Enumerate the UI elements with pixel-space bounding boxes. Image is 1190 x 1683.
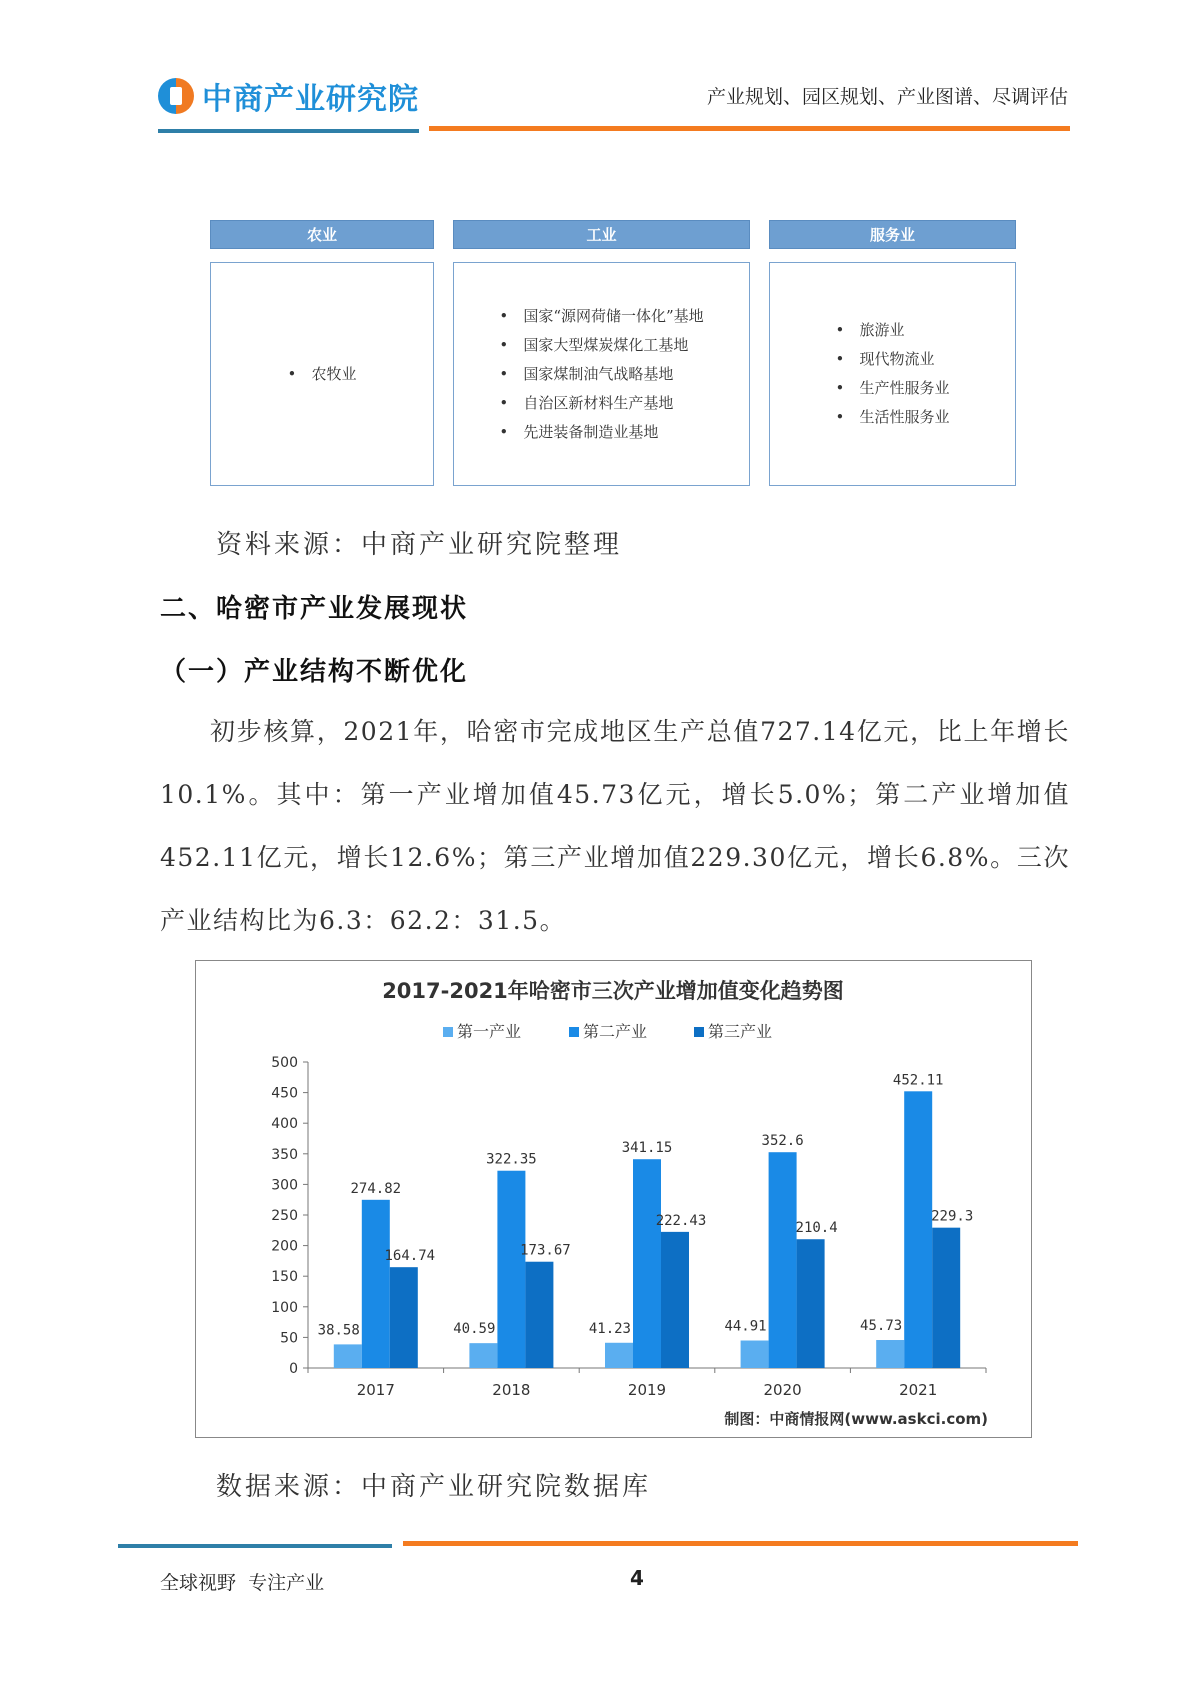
x-tick-label: 2017 xyxy=(356,1381,395,1399)
header-divider-blue xyxy=(158,129,419,133)
bar-3-2018 xyxy=(525,1262,553,1368)
legend-label: 第三产业 xyxy=(708,1022,773,1041)
bar-1-2021 xyxy=(876,1340,904,1368)
bar-3-2017 xyxy=(390,1267,418,1368)
legend-swatch xyxy=(443,1027,453,1037)
chart-credit: 制图：中商情报网(www.askci.com) xyxy=(724,1410,988,1428)
legend-label: 第二产业 xyxy=(583,1022,648,1041)
bar-1-2018 xyxy=(469,1343,497,1368)
logo xyxy=(158,76,419,116)
body-paragraph: 初步核算，2021年，哈密市完成地区生产总值727.14亿元，比上年增长10.1%。其中：第一产业增加值45.73亿元，增长5.0%；第二产业增加值452.11亿元，增长12.6%；第三产业增加值229.30亿元，增长6.8%。三次产业结构比为6.3：62.2：31.5。 xyxy=(160,717,1070,935)
chart-title: 2017-2021年哈密市三次产业增加值变化趋势图 xyxy=(382,979,844,1003)
legend-label: 第一产业 xyxy=(457,1022,522,1041)
data-label: 274.82 xyxy=(350,1180,402,1197)
list-industry xyxy=(499,302,703,447)
data-label: 229.3 xyxy=(931,1208,974,1225)
list-item: • 国家“源网荷储一体化”基地 xyxy=(499,302,703,331)
legend-swatch xyxy=(569,1027,579,1037)
y-tick-label: 150 xyxy=(271,1269,298,1286)
x-tick-label: 2018 xyxy=(492,1381,531,1399)
bar-2-2020 xyxy=(769,1152,797,1368)
y-tick-label: 250 xyxy=(271,1208,298,1224)
y-tick-label: 100 xyxy=(271,1299,298,1316)
footer-divider-blue xyxy=(118,1544,392,1548)
y-tick-label: 500 xyxy=(271,1055,298,1071)
header-divider-orange xyxy=(429,126,1070,131)
list-item: • 国家煤制油气战略基地 xyxy=(499,360,703,389)
column-header-services: 服务业 xyxy=(769,220,1016,249)
column-header-industry: 工业 xyxy=(453,220,750,249)
column-box-services xyxy=(769,262,1016,486)
footer-slogan: 全球视野 专注产业 xyxy=(160,1572,325,1594)
column-box-industry xyxy=(453,262,750,486)
bar-2-2017 xyxy=(362,1200,390,1368)
logo-mark-icon xyxy=(158,78,194,114)
y-tick-label: 450 xyxy=(271,1085,298,1102)
footer-divider-orange xyxy=(403,1541,1078,1546)
data-label: 341.15 xyxy=(621,1140,673,1157)
section-heading: 二、哈密市产业发展现状 xyxy=(160,594,469,624)
data-label: 222.43 xyxy=(655,1212,707,1229)
x-tick-label: 2020 xyxy=(763,1381,802,1399)
list-services xyxy=(835,316,949,432)
bar-2-2019 xyxy=(633,1159,661,1368)
list-item: • 生产性服务业 xyxy=(835,374,949,403)
data-label: 41.23 xyxy=(588,1320,631,1337)
data-label: 352.6 xyxy=(761,1133,804,1150)
source-note-1: 资料来源：中商产业研究院整理 xyxy=(216,530,623,560)
data-label: 322.35 xyxy=(486,1151,537,1168)
list-item: • 生活性服务业 xyxy=(835,403,949,432)
chart-frame xyxy=(195,960,1032,1438)
sub-heading: （一）产业结构不断优化 xyxy=(160,657,469,687)
list-item: • 国家大型煤炭煤化工基地 xyxy=(499,331,703,360)
y-tick-label: 0 xyxy=(289,1361,298,1377)
bar-3-2021 xyxy=(932,1228,960,1368)
bar-chart xyxy=(196,961,1031,1437)
list-item: • 现代物流业 xyxy=(835,345,949,374)
data-label: 164.74 xyxy=(384,1248,436,1265)
header-slogan: 产业规划、园区规划、产业图谱、尽调评估 xyxy=(706,86,1068,108)
x-tick-label: 2019 xyxy=(627,1381,667,1399)
list-agriculture xyxy=(287,360,356,389)
bar-2-2018 xyxy=(497,1171,525,1368)
column-box-agriculture xyxy=(210,262,434,486)
list-item: • 旅游业 xyxy=(835,316,949,345)
column-header-agriculture: 农业 xyxy=(210,220,434,249)
list-item: • 先进装备制造业基地 xyxy=(499,418,703,447)
bar-1-2020 xyxy=(741,1341,769,1368)
data-label: 44.91 xyxy=(724,1318,767,1335)
bar-1-2017 xyxy=(334,1344,362,1368)
bar-3-2019 xyxy=(661,1232,689,1368)
data-label: 38.58 xyxy=(317,1322,360,1339)
x-tick-label: 2021 xyxy=(899,1381,938,1399)
page-number: 4 xyxy=(630,1566,644,1590)
source-note-2: 数据来源：中商产业研究院数据库 xyxy=(216,1472,652,1502)
list-item: • 自治区新材料生产基地 xyxy=(499,389,703,418)
legend-swatch xyxy=(694,1027,704,1037)
logo-text: 中商产业研究院 xyxy=(202,82,419,117)
bar-3-2020 xyxy=(797,1239,825,1368)
y-tick-label: 50 xyxy=(280,1330,298,1347)
y-tick-label: 200 xyxy=(271,1238,298,1255)
y-tick-label: 300 xyxy=(271,1177,298,1194)
data-label: 40.59 xyxy=(453,1321,496,1338)
bar-1-2019 xyxy=(605,1343,633,1368)
data-label: 45.73 xyxy=(860,1318,903,1335)
y-tick-label: 350 xyxy=(271,1146,298,1163)
list-item: • 农牧业 xyxy=(287,360,356,389)
y-tick-label: 400 xyxy=(271,1116,298,1133)
data-label: 173.67 xyxy=(520,1242,571,1259)
bar-2-2021 xyxy=(904,1091,932,1368)
data-label: 210.4 xyxy=(795,1220,838,1237)
data-label: 452.11 xyxy=(892,1072,944,1089)
